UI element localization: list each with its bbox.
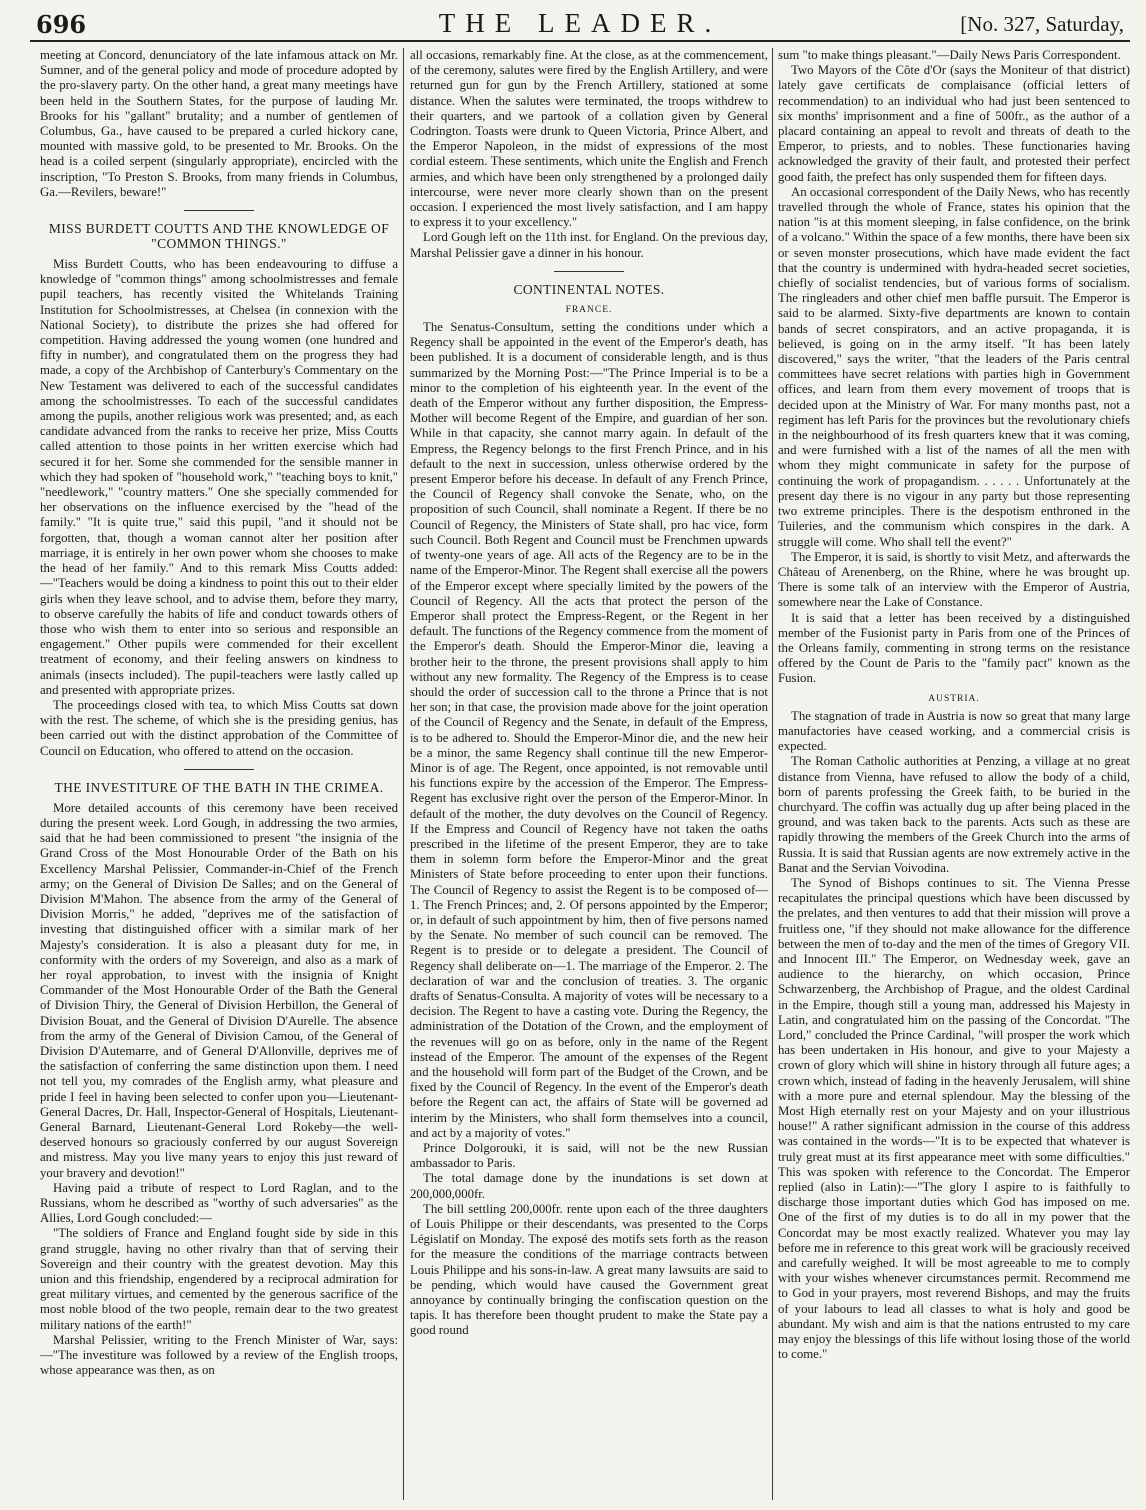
masthead [30, 6, 1130, 42]
article-paragraph: It is said that a letter has been received by a distinguished member of the Fusionist party in Paris from one of the Princes of the Orleans family, commenting in strong terms on the resistance offered by the Count de Paris to the "family pact" known as the Fusion. [778, 610, 1130, 686]
article-paragraph: Having paid a tribute of respect to Lord Raglan, and to the Russians, whom he described as "worthy of such adversaries" as the Allies, Lord Gough concluded:— [40, 1180, 398, 1226]
column-left [40, 48, 398, 1500]
article-paragraph: An occasional correspondent of the Daily News, who has recently travelled through the whole of France, states his opinion that the nation "is at this moment sleeping, in false confidence, on the brink of a volcano." Within the space of a few months, there have been six or seven monster prosecutions, which have made evident the fact that the country is undermined with hydra-headed secret societies, chiefly of socialist tendencies, but of various forms of socialism. The ringleaders and other chief men baffle pursuit. The Emperor is said to be alarmed. Sixty-five departments are known to contain bands of secret conspirators, and an active propaganda, it is believed, is going on in the army itself. "It has been lately discovered," says the writer, "that the leaders of the Paris central committees have secret relations with parties high in Government offices, and learn from them every movement of troops that is decided upon at the Ministry of War. For many months past, not a regiment has left Paris for the provinces but the revolutionary chiefs in the neighbourhood of its fresh quarters knew that it was coming, and were furnished with a list of the names of all the men with whom they might communicate in safety for the purpose of continuing the work of propagandism. . . . . . Unfortunately at the present day there is no vigour in any party but those representing two extreme principles. There is the despotism enthroned in the Tuileries, and the communism which conspires in the dark. A struggle will come. Who shall tell the event?" [778, 184, 1130, 549]
column-rule [772, 48, 773, 1500]
article-paragraph: The Senatus-Consultum, setting the conditions under which a Regency shall be appointed in the event of the Emperor's death, has been published. It is a document of considerable length, and is thus summarized by the Morning Post:—"The Prince Imperial is to be a minor to the completion of his eighteenth year. In the event of the death of the Emperor without any further disposition, the Empress-Mother will become Regent of the Empire, and guardian of her son. While in that capacity, she cannot marry again. In default of the Empress, the Regency belongs to the first French Prince, and in his default to the next in succession, unless otherwise ordered by the present Emperor before his decease. In default of any French Prince, the Council of Regency shall convoke the Senate, who, on the proposition of such Council, shall nominate a Regent. If there be no Council of Regency, the Ministers of State shall, pro hac vice, form such Council. Both Regent and Council must be Frenchmen upwards of twenty-one years of age. All acts of the Regency are to be in the name of the Emperor-Minor. The Regent shall exercise all the powers of the Emperor except where specially limited by the powers of the Council of Regency. All the acts that protect the person of the Emperor shall protect the Empress-Regent, or the Regent in her default. The functions of the Regency commence from the moment of the Emperor's death. Should the Emperor-Minor die, leaving a brother heir to the throne, the present provisions shall apply to him without any new formality. The Regency of the Empress is to cease should the order of succession call to the throne a Prince that is not her son; in that case, the provision made above for the joint operation of the Council of Regency and the Senate, in default of the Empress, is to be adhered to. Should the Emperor-Minor die, and the new heir be a minor, the same Regency shall continue till the new Emperor-Minor is of age. The Regent, once appointed, is not removable until his functions expire by the accession of the Emperor. The Empress-Regent has exclusive right over the person of the Emperor-Minor. In default of the mother, the duty devolves on the Council of Regency. If the Empress and Council of Regency have not taken the oaths prescribed in the lifetime of the present Emperor, they are to take them in solemn form before the Emperor-Minor and the great Ministers of State before proceeding to enter upon their functions. The Council of Regency to assist the Regent is to be composed of—1. The French Princes; and, 2. Of persons appointed by the Emperor; or, in default of such appointment by him, then of five persons named by the Senate. No member of such council can be removed. The Regent is to preside or to delegate a president. The Council of Regency shall deliberate on—1. The marriage of the Emperor. 2. The declaration of war and the conclusion of treaties. 3. The organic drafts of Senatus-Consulta. A majority of votes will be necessary to a decision. The Regent to have a casting vote. During the Regency, the administration of the Dotation of the Crown, and the employment of the revenues will go on as before, only in the name of the Regent instead of the Emperor. The amount of the expenses of the Regent and the household will form part of the Budget of the Crown, and be fixed by the Council of Regency. In the event of the Emperor's death before the Regent can act, the affairs of State will be governed ad interim by the Ministers, who shall form themselves into a council, and act by a majority of votes." [410, 320, 768, 1140]
article-paragraph: Two Mayors of the Côte d'Or (says the Moniteur of that district) lately gave certificats de complaisance (official letters of recommendation) to an individual who had just been sentenced to six months' imprisonment and a fine of 500fr., as the author of a placard containing an appeal to revolt and threats of death to the Emperor, to priests, and to nobles. These functionaries having acknowledged the gravity of their fault, and protested their perfect good faith, the prefect has only suspended them for fifteen days. [778, 63, 1130, 184]
article-paragraph: Miss Burdett Coutts, who has been endeavouring to diffuse a knowledge of "common things" among schoolmistresses and female pupil teachers, has recently visited the Whitelands Training Institution for Schoolmistresses, at Chelsea (in connexion with the National Society), to distribute the prizes she had offered for competition. Having addressed the young women (one hundred and fifty in number), and congratulated them on the progress they had made, a copy of the Archbishop of Canterbury's Commentary on the New Testament was delivered to each of the successful candidates among the schoolmistresses. To each of the successful candidates among the pupils, another religious work was presented; and, as each candidate advanced from the ranks to receive her prize, Miss Coutts called attention to those points in her written exercise which had secured it for her. Some she commended for the sensible manner in which they had spoken of "household work," "teaching boys to knit," "needlework," "country matters." One she specially commended for her observations on the influence exercised by the "head of the family." "It is quite true," said this pupil, "and it should not be forgotten, that, though a woman cannot alter her position after marriage, it is entirely in her own power whom she chooses to make the head of her family." And to this remark Miss Coutts added:—"Teachers would be doing a kindness to point this out to their elder girls when they leave school, and to advise them, before they marry, to observe carefully the habits of life and conduct towards others of those who wish them to enter into so serious and responsible an engagement." Other pupils were commended for their excellent treatment of economy, and their feeling answers on kindness to animals (insects included). The pupil-teachers were lastly called up and presented with appropriate prizes. [40, 257, 398, 697]
section-divider [184, 210, 254, 211]
article-paragraph: Marshal Pelissier, writing to the French Minister of War, says:—"The investiture was followed by a review of the English troops, whose appearance was then, as on [40, 1332, 398, 1378]
article-heading: CONTINENTAL NOTES. [513, 281, 665, 297]
newspaper-title: THE LEADER. [438, 8, 722, 38]
issue-label: [No. 327, Saturday, [960, 12, 1124, 36]
article-paragraph: The stagnation of trade in Austria is now so great that many large manufactories have ceased working, and a commercial crisis is expected. [778, 708, 1130, 754]
section-subheading: FRANCE. [565, 304, 613, 315]
article-paragraph: sum "to make things pleasant."—Daily News Paris Correspondent. [778, 48, 1121, 62]
article-heading: THE INVESTITURE OF THE BATH IN THE CRIMEA. [54, 779, 384, 795]
column-right [778, 48, 1130, 1500]
article-paragraph: The Synod of Bishops continues to sit. The Vienna Presse recapitulates the principal questions which have been discussed by the prelates, and then ventures to add that their mission will prove a fruitless one, "if they should not make allowance for the difference between the men of to-day and the men of the times of Gregory VII. and Innocent III." The Emperor, on Wednesday week, gave an audience to the hierarchy, on which occasion, Prince Schwarzenberg, the Archbishop of Prague, and the oldest Cardinal in the Empire, though still a young man, addressed his Majesty in Latin, and congratulated him on the passing of the Concordat. "The Lord," concluded the Prince Cardinal, "will prosper the work which has been undertaken in His honour, and give to your Majesty a crown of glory which will shine in history through all future ages; a crown which, instead of fading in the heavenly Jerusalem, will shine with a more pure and eternal splendour. May the blessing of the Most High eternally rest on your Majesty and on your illustrious house!" A rather significant admission in the course of this address was contained in the words—"It is to be expected that whatever is truly great must at its first appearance meet with some difficulties." This was spoken with reference to the Concordat. The Emperor replied (also in Latin):—"The glory I aspire to is faithfully to discharge those important duties which God has imposed on me. One of the first of my duties is to do all in my power that the Concordat may be most exactly realized. Whatever you may lay before me in reference to this great work will be graciously received and carefully weighed. It will be most agreeable to me to comply with your wishes whenever circumstances permit. Recommend me to God in your prayers, most reverend Bishops, and may the fruits of your labours to lead all classes to what is holy and good be abundant. My wish and aim is that the nations entrusted to my care may enjoy the blessings of this life without losing those of the world to come." [778, 875, 1130, 1362]
article-paragraph: all occasions, remarkably fine. At the close, as at the commencement, of the ceremony, salutes were fired by the English Artillery, and were returned gun for gun by the French Artillery, stationed at some distance. When the salutes were terminated, the troops withdrew to their quarters, and we partook of a collation given by General Codrington. Toasts were drunk to Queen Victoria, Prince Albert, and the Emperor Napoleon, in the midst of expressions of the most cordial esteem. These sentiments, which unite the English and French armies, and which have been only strengthened by a prolonged daily intercourse, were never more clearly shown than on the present occasion. I experienced the most lively satisfaction, and I am happy to express it to your excellency." [410, 48, 768, 230]
column-rule [403, 48, 404, 1500]
section-divider [184, 769, 254, 770]
article-paragraph: The bill settling 200,000fr. rente upon each of the three daughters of Louis Philippe or their descendants, was presented to the Corps Législatif on Monday. The exposé des motifs sets forth as the reason for the measure the conditions of the marriage contracts between Louis Philippe and his sons-in-law. A great many lawsuits are said to be pending, which would have caused the Government great annoyance by continually bringing the confiscation question on the tapis. It has therefore been thought prudent to make the State pay a good round [410, 1201, 768, 1338]
article-paragraph: Prince Dolgorouki, it is said, will not be the new Russian ambassador to Paris. [410, 1141, 768, 1171]
article-paragraph: The Emperor, it is said, is shortly to visit Metz, and afterwards the Château of Arenenberg, on the Rhine, where he was brought up. There is some talk of an interview with the Emperor of Austria, somewhere near the Lake of Constance. [778, 549, 1130, 610]
article-paragraph: The total damage done by the inundations is set down at 200,000,000fr. [410, 1171, 768, 1201]
article-paragraph: Lord Gough left on the 11th inst. for England. On the previous day, Marshal Pelissier gave a dinner in his honour. [410, 230, 768, 260]
article-paragraph: meeting at Concord, denunciatory of the late infamous attack on Mr. Sumner, and of the general policy and mode of procedure adopted by the pro-slavery party. On the other hand, a great many meetings have been held in the Southern States, for the purpose of lauding Mr. Brooks for his "gallant" brutality; and a number of gentlemen of Columbus, Ga., have caused to be prepared a curled hickory cane, mounted with massive gold, to be presented to Mr. Brooks. On the head is a coiled serpent (singularly appropriate), encircled with the inscription, "To Preston S. Brooks, from many friends in Columbus, Ga.—Revilers, beware!" [40, 48, 398, 199]
article-paragraph: The proceedings closed with tea, to which Miss Coutts sat down with the rest. The scheme, of which she is the presiding genius, has been carried out with the distinct approbation of the Committee of Council on Education, who offered to attend on the occasion. [40, 697, 398, 758]
page-number: 696 [36, 10, 87, 39]
article-heading: MISS BURDETT COUTTS AND THE KNOWLEDGE OF "COMMON THINGS." [48, 221, 390, 252]
article-paragraph: More detailed accounts of this ceremony have been received during the present week. Lord Gough, in addressing the two armies, said that he had been commissioned to present "the insignia of the Grand Cross of the Most Honourable Order of the Bath on his Excellency Marshal Pelissier, Commander-in-Chief of the French army; on the General of Division De Salles; and on the General of Division M'Mahon. The absence from the army of the General of Division Morris," he added, "deprives me of the satisfaction of investing that distinguished officer with a similar mark of her Majesty's consideration. It is also a pleasant duty for me, in conformity with the orders of my Sovereign, and also as a mark of her royal approbation, to invest with the insignia of Knight Commander of the Most Honourable Order of the Bath the General of Division Thiry, the General of Division Herbillon, the General of Division Bouat, and the General of Division D'Aurelle. The absence from the army of the General of Division Camou, of the General of Division D'Autemarre, and of General D'Allonville, deprives me of the satisfaction of conferring the same distinction upon them. I need not tell you, my comrades of the English army, what pleasure and pride I feel in having been selected to confer upon you—Lieutenant-General Dacres, Dr. Hall, Inspector-General of Hospitals, Lieutenant-General Barnard, Lieutenant-General Lord Rokeby—the well-deserved honours so graciously conferred by our august Sovereign and mistress. May you live many years to enjoy this just reward of your bravery and devotion!" [40, 800, 398, 1180]
column-middle [410, 48, 768, 1500]
section-subheading: AUSTRIA. [928, 693, 980, 704]
section-divider [554, 271, 624, 272]
article-paragraph: The Roman Catholic authorities at Penzing, a village at no great distance from Vienna, have refused to allow the body of a child, born of parents professing the Greek faith, to be buried in the churchyard. The coffin was actually dug up after being placed in the ground, and was taken back to the parents. Acts such as these are rapidly throwing the members of the Greek Church into the arms of Russia. It is said that Russian agents are now extremely active in the Banat and the Servian Voivodina. [778, 754, 1130, 875]
article-paragraph: "The soldiers of France and England fought side by side in this grand struggle, having no other rivalry than that of serving their Sovereign and their country with the greatest devotion. May this union and this friendship, engendered by a reciprocal admiration for great military virtues, and cemented by the generous sacrifice of the most noble blood of the two people, remain dear to the two greatest military nations of the earth!" [40, 1226, 398, 1332]
